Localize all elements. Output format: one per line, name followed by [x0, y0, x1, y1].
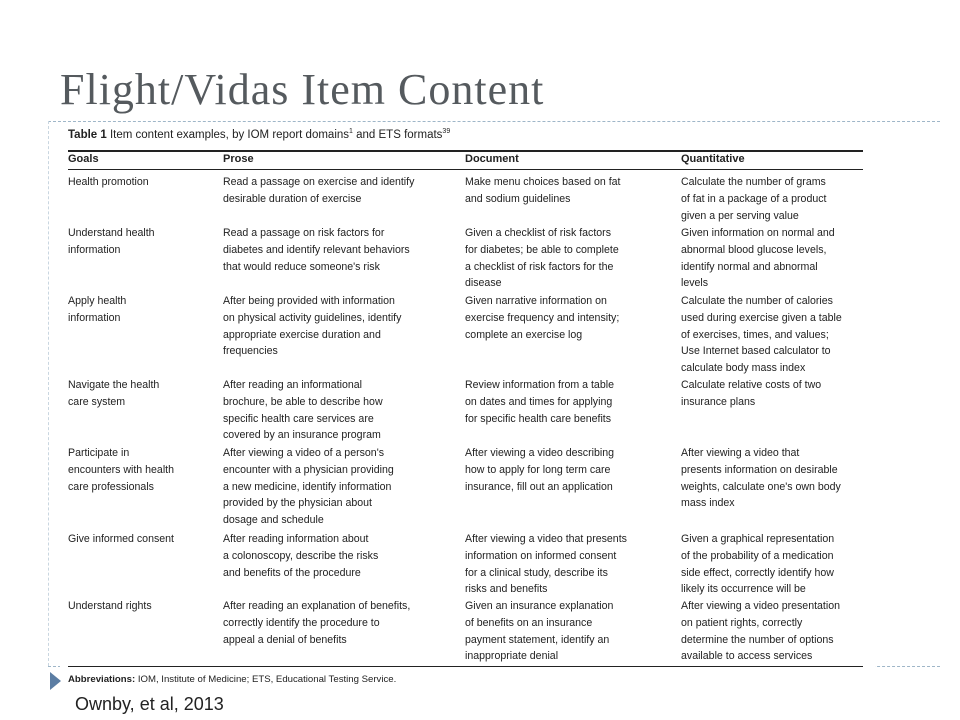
cell-quantitative-understand-rights: After viewing a video presentation on patient rights, correctly determine the number of options available to access services — [681, 600, 840, 663]
cell-quantitative-participate: After viewing a video that presents information on desirable weights, calculate one's own body mass index — [681, 447, 841, 510]
caption-footnote-39: 39 — [442, 128, 451, 135]
table-bottom-rule — [68, 666, 863, 667]
cell-goal-navigate: Navigate the health care system — [68, 379, 160, 408]
cell-goal-understand-health: Understand health information — [68, 227, 155, 256]
footnote-label: Abbreviations: — [68, 674, 136, 685]
cell-document-informed-consent: After viewing a video that presents information on informed consent for a clinical study, describe its risks and benefits — [465, 533, 627, 596]
cell-document-health-promotion: Make menu choices based on fat and sodium guidelines — [465, 176, 621, 205]
column-header-prose: Prose — [223, 153, 254, 165]
left-guide-line — [48, 121, 49, 666]
table-caption-text: Item content examples, by IOM report domains — [106, 128, 350, 141]
cell-goal-informed-consent: Give informed consent — [68, 533, 174, 545]
table-caption-mid: and ETS formats — [352, 128, 443, 141]
cell-document-participate: After viewing a video describing how to apply for long term care insurance, fill out an application — [465, 447, 614, 493]
caption-footnote-1: 1 — [349, 128, 353, 135]
column-header-quantitative: Quantitative — [681, 153, 745, 165]
cell-quantitative-health-promotion: Calculate the number of grams of fat in a package of a product given a per serving value — [681, 176, 827, 222]
cell-prose-informed-consent: After reading information about a colonoscopy, describe the risks and benefits of the procedure — [223, 533, 379, 579]
table-header-rule — [68, 169, 863, 170]
cell-document-understand-rights: Given an insurance explanation of benefits on an insurance payment statement, identify an inappropriate denial — [465, 600, 614, 663]
column-header-document: Document — [465, 153, 519, 165]
cell-goal-health-promotion: Health promotion — [68, 176, 149, 188]
cell-quantitative-understand-health: Given information on normal and abnormal blood glucose levels, identify normal and abnormal levels — [681, 227, 835, 290]
cell-prose-participate: After viewing a video of a person's encounter with a physician providing a new medicine, identify information provided by the physician about dosage and schedule — [223, 447, 394, 527]
table-top-rule — [68, 150, 863, 152]
column-header-goals: Goals — [68, 153, 99, 165]
cell-quantitative-informed-consent: Given a graphical representation of the probability of a medication side effect, correctly identify how likely its occurrence will be — [681, 533, 835, 596]
cell-prose-understand-rights: After reading an explanation of benefits, correctly identify the procedure to appeal a denial of benefits — [223, 600, 411, 646]
cell-quantitative-navigate: Calculate relative costs of two insurance plans — [681, 379, 822, 408]
footnote-text: IOM, Institute of Medicine; ETS, Educational Testing Service. — [135, 674, 397, 685]
table-caption-label: Table 1 — [68, 128, 107, 141]
cell-document-navigate: Review information from a table on dates and times for applying for specific health care benefits — [465, 379, 614, 425]
slide-title: Flight/Vidas Item Content — [60, 65, 545, 114]
bullet-arrow-icon — [50, 672, 61, 690]
cell-prose-understand-health: Read a passage on risk factors for diabetes and identify relevant behaviors that would reduce someone's risk — [223, 227, 410, 273]
cell-quantitative-apply-health: Calculate the number of calories used during exercise given a table of exercises, times, and values; Use Internet based calculator to calculate body mass index — [681, 295, 842, 375]
cell-document-apply-health: Given narrative information on exercise frequency and intensity; complete an exercise log — [465, 295, 620, 341]
table-footnote — [68, 674, 396, 685]
citation-text: Ownby, et al, 2013 — [75, 694, 224, 714]
cell-goal-participate: Participate in encounters with health care professionals — [68, 447, 175, 493]
cell-document-understand-health: Given a checklist of risk factors for diabetes; be able to complete a checklist of risk factors for the disease — [465, 227, 619, 290]
cell-prose-navigate: After reading an informational brochure, be able to describe how specific health care services are covered by an insurance program — [223, 379, 383, 442]
table-image-panel — [60, 124, 875, 690]
table-caption — [68, 128, 450, 141]
cell-goal-apply-health: Apply health information — [68, 295, 127, 324]
cell-prose-apply-health: After being provided with information on physical activity guidelines, identify appropriate exercise duration and frequencies — [223, 295, 402, 358]
cell-goal-understand-rights: Understand rights — [68, 600, 152, 612]
title-divider — [48, 121, 940, 122]
cell-prose-health-promotion: Read a passage on exercise and identify desirable duration of exercise — [223, 176, 415, 205]
